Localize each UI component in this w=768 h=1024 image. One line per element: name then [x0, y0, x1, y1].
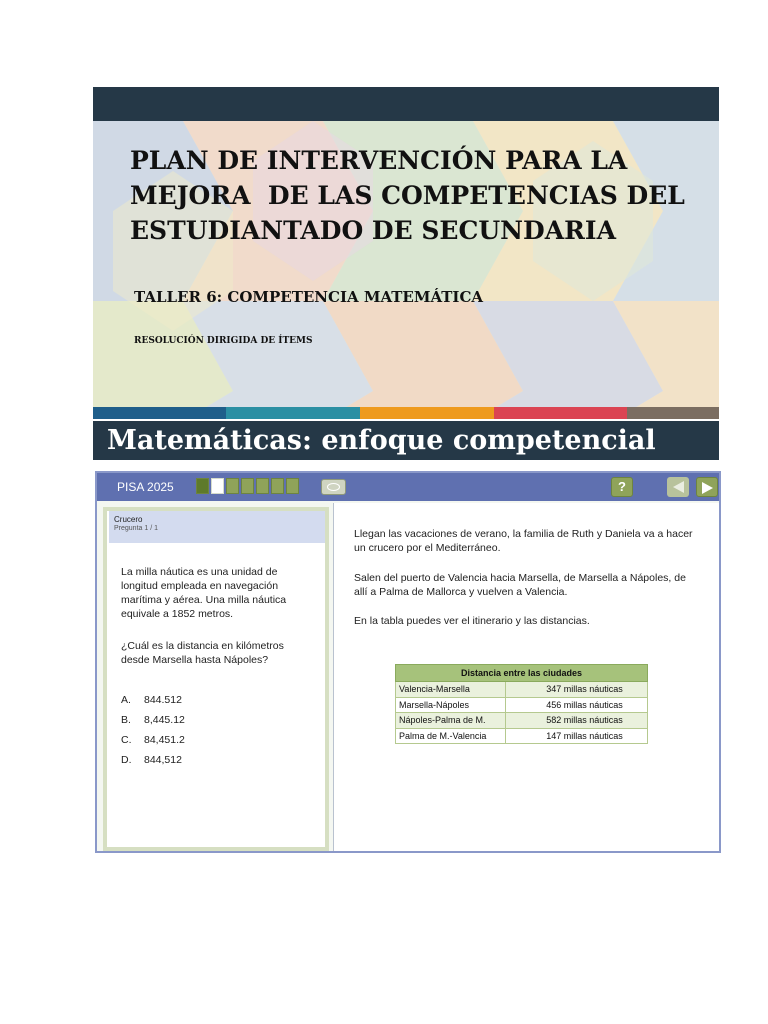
route-cell: Valencia-Marsella: [396, 682, 506, 698]
comment-button[interactable]: [321, 479, 346, 495]
distance-cell: 582 millas náuticas: [506, 713, 648, 729]
route-cell: Nápoles-Palma de M.: [396, 713, 506, 729]
progress-step: [256, 478, 269, 494]
answer-option-d[interactable]: [121, 750, 185, 770]
progress-step: [271, 478, 284, 494]
progress-indicator: [196, 478, 299, 494]
option-text: 8,445.12: [144, 714, 185, 726]
answer-option-c[interactable]: [121, 730, 185, 750]
progress-step: [226, 478, 239, 494]
stimulus-pane: [333, 503, 719, 851]
table-row: [396, 697, 648, 713]
route-cell: Marsella-Nápoles: [396, 697, 506, 713]
speech-bubble-icon: [327, 483, 340, 491]
section-heading: Matemáticas: enfoque competencial: [93, 421, 719, 460]
option-letter: A.: [121, 694, 131, 706]
title-banner: [93, 87, 719, 419]
stimulus-paragraph-1: Llegan las vacaciones de verano, la familia de Ruth y Daniela va a hacer un crucero por el Mediterráneo.: [354, 528, 693, 554]
stimulus-paragraph-2: Salen del puerto de Valencia hacia Marsella, de Marsella a Nápoles, de allí a Palma de Mallorca y vuelven a Valencia.: [354, 572, 686, 598]
pisa-toolbar: [97, 473, 719, 501]
color-stripe-2: [226, 407, 360, 419]
distance-cell: 456 millas náuticas: [506, 697, 648, 713]
banner-top-bar: [93, 87, 719, 121]
arrow-left-icon: [671, 480, 685, 494]
answer-option-a[interactable]: [121, 690, 185, 710]
table-row: [396, 682, 648, 698]
distance-cell: 147 millas náuticas: [506, 728, 648, 744]
unit-header: [109, 511, 325, 543]
help-button[interactable]: ?: [611, 477, 633, 497]
answer-option-b[interactable]: [121, 710, 185, 730]
items-subtitle: RESOLUCIÓN DIRIGIDA DE ÍTEMS: [134, 336, 313, 346]
color-stripe-5: [627, 407, 719, 419]
progress-step: [241, 478, 254, 494]
question-text: La milla náutica es una unidad de longitud empleada en navegación marítima y aérea. Una milla náutica equivale a 1852 metros.: [121, 566, 287, 620]
title-line-3: ESTUDIANTADO DE SECUNDARIA: [130, 216, 616, 245]
title-line-2: MEJORA DE LAS COMPETENCIAS DEL: [130, 181, 685, 210]
color-stripe-4: [494, 407, 627, 419]
unit-name: Crucero: [114, 515, 143, 524]
pisa-item-screen: [95, 471, 721, 853]
banner-title: [130, 143, 700, 248]
pisa-brand: PISA 2025: [117, 480, 174, 494]
stimulus-paragraph-3: En la tabla puedes ver el itinerario y las distancias.: [354, 615, 590, 627]
distance-cell: 347 millas náuticas: [506, 682, 648, 698]
color-stripe-1: [93, 407, 226, 419]
option-letter: D.: [121, 754, 132, 766]
distance-table: [395, 664, 648, 744]
option-text: 84,451.2: [144, 734, 185, 746]
title-line-1: PLAN DE INTERVENCIÓN PARA LA: [130, 146, 628, 175]
progress-step: [286, 478, 299, 494]
option-letter: C.: [121, 734, 132, 746]
option-text: 844,512: [144, 754, 182, 766]
progress-step-current: [211, 478, 224, 494]
color-stripe-3: [360, 407, 494, 419]
question-prompt: ¿Cuál es la distancia en kilómetros desde Marsella hasta Nápoles?: [121, 640, 284, 666]
table-row: [396, 728, 648, 744]
route-cell: Palma de M.-Valencia: [396, 728, 506, 744]
workshop-subtitle: TALLER 6: COMPETENCIA MATEMÁTICA: [134, 288, 484, 306]
table-title: Distancia entre las ciudades: [396, 665, 648, 682]
progress-step: [196, 478, 209, 494]
question-counter: Pregunta 1 / 1: [114, 525, 158, 532]
arrow-right-icon: [701, 481, 715, 495]
option-letter: B.: [121, 714, 131, 726]
next-button[interactable]: [696, 477, 718, 497]
previous-button[interactable]: [667, 477, 689, 497]
table-row: [396, 713, 648, 729]
answer-options: [121, 690, 185, 770]
question-pane: [103, 507, 329, 851]
option-text: 844.512: [144, 694, 182, 706]
